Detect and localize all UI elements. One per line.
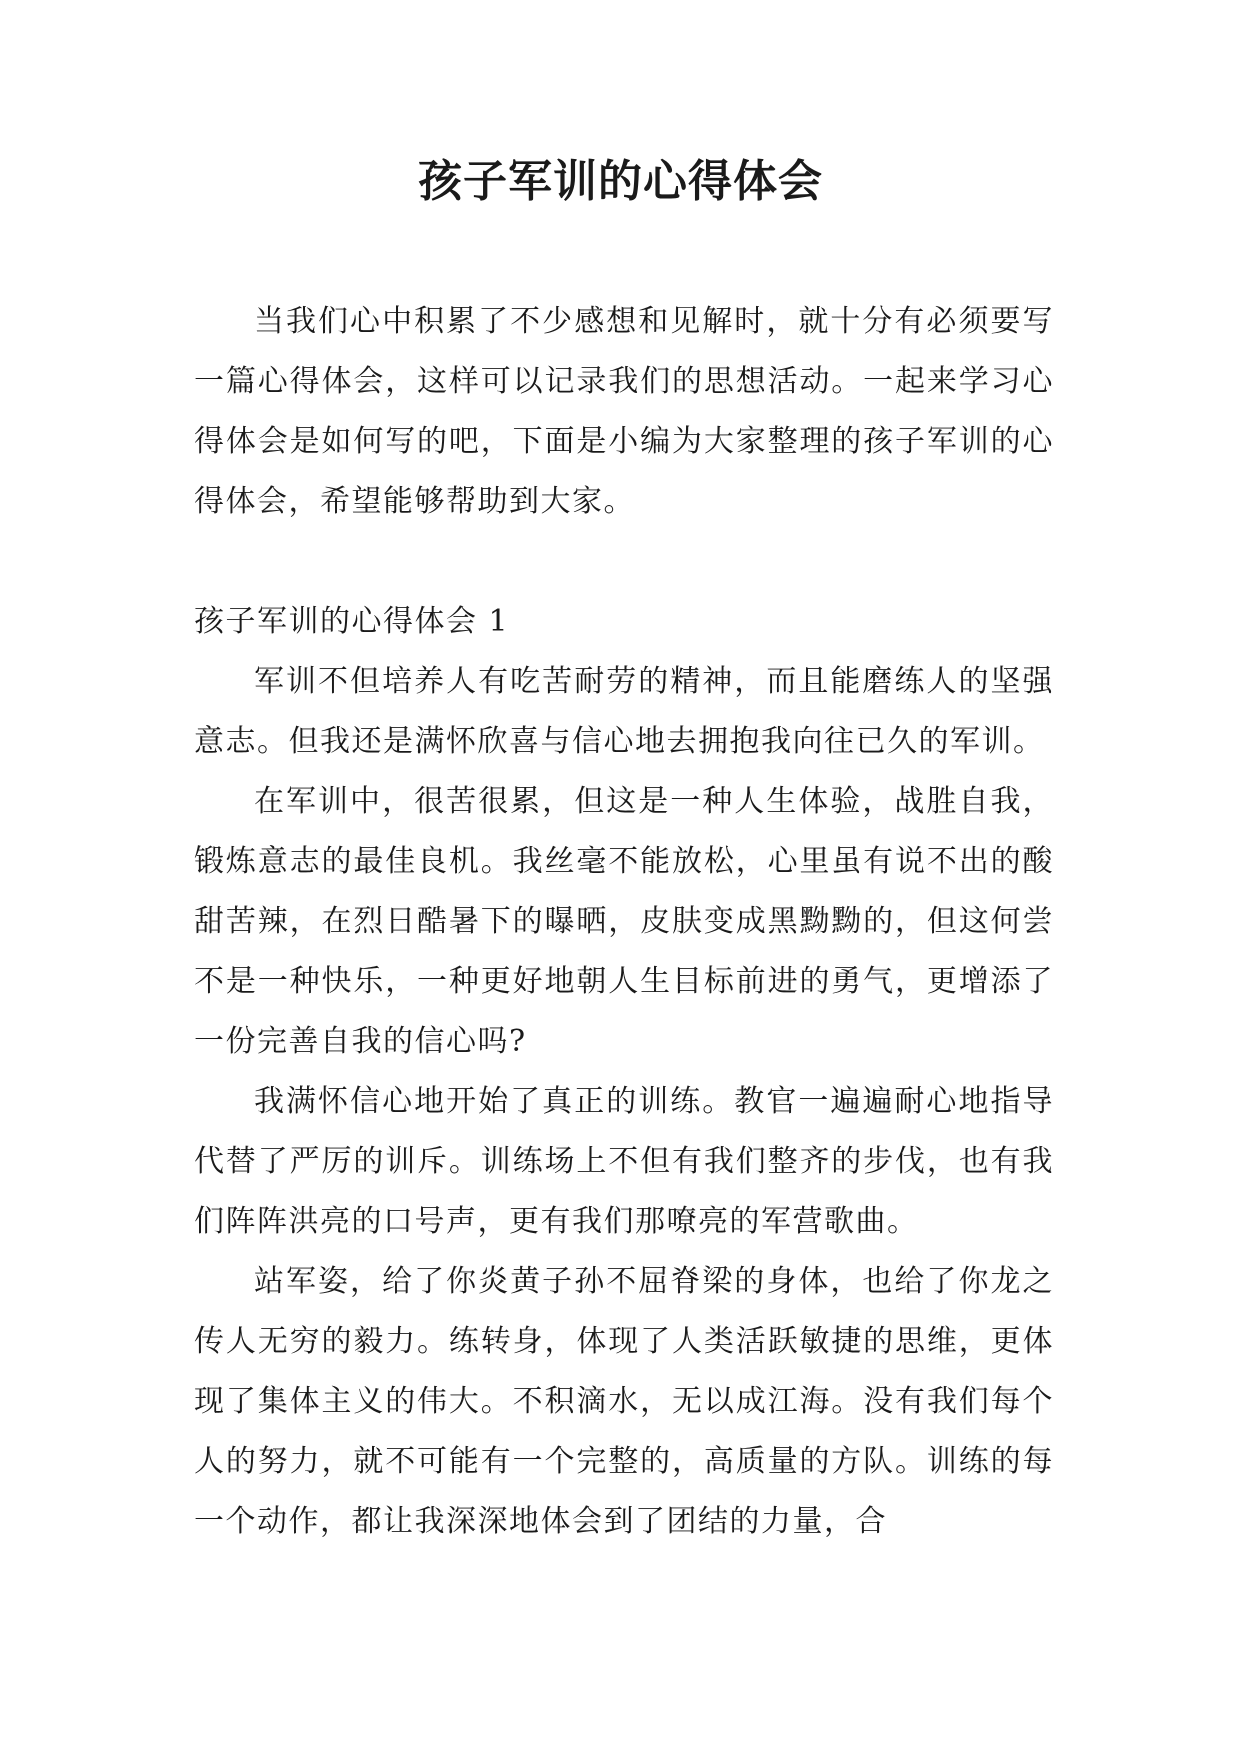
body-paragraph-2: 在军训中，很苦很累，但这是一种人生体验，战胜自我，锻炼意志的最佳良机。我丝毫不能放松，心里虽有说不出的酸甜苦辣，在烈日酷暑下的曝晒，皮肤变成黑黝黝的，但这何尝不是一种快乐，一种更好地朝人生目标前进的勇气，更增添了一份完善自我的信心吗? (194, 784, 1054, 1059)
body-paragraph-4: 站军姿，给了你炎黄子孙不屈脊梁的身体，也给了你龙之传人无穷的毅力。练转身，体现了人类活跃敏捷的思维，更体现了集体主义的伟大。不积滴水，无以成江海。没有我们每个人的努力，就不可能有一个完整的，高质量的方队。训练的每一个动作，都让我深深地体会到了团结的力量，合 (194, 1264, 1054, 1539)
paragraph-gap (194, 532, 1054, 592)
document-body (194, 292, 1054, 1552)
intro-paragraph: 当我们心中积累了不少感想和见解时，就十分有必须要写一篇心得体会，这样可以记录我们的思想活动。一起来学习心得体会是如何写的吧，下面是小编为大家整理的孩子军训的心得体会，希望能够帮助到大家。 (194, 304, 1054, 519)
body-paragraph-3: 我满怀信心地开始了真正的训练。教官一遍遍耐心地指导代替了严厉的训斥。训练场上不但有我们整齐的步伐，也有我们阵阵洪亮的口号声，更有我们那嘹亮的军营歌曲。 (194, 1084, 1054, 1239)
section-heading: 孩子军训的心得体会 1 (194, 604, 510, 639)
body-paragraph-1: 军训不但培养人有吃苦耐劳的精神，而且能磨练人的坚强意志。但我还是满怀欣喜与信心地去拥抱我向往已久的军训。 (194, 664, 1054, 759)
document-title: 孩子军训的心得体会 (418, 156, 823, 207)
